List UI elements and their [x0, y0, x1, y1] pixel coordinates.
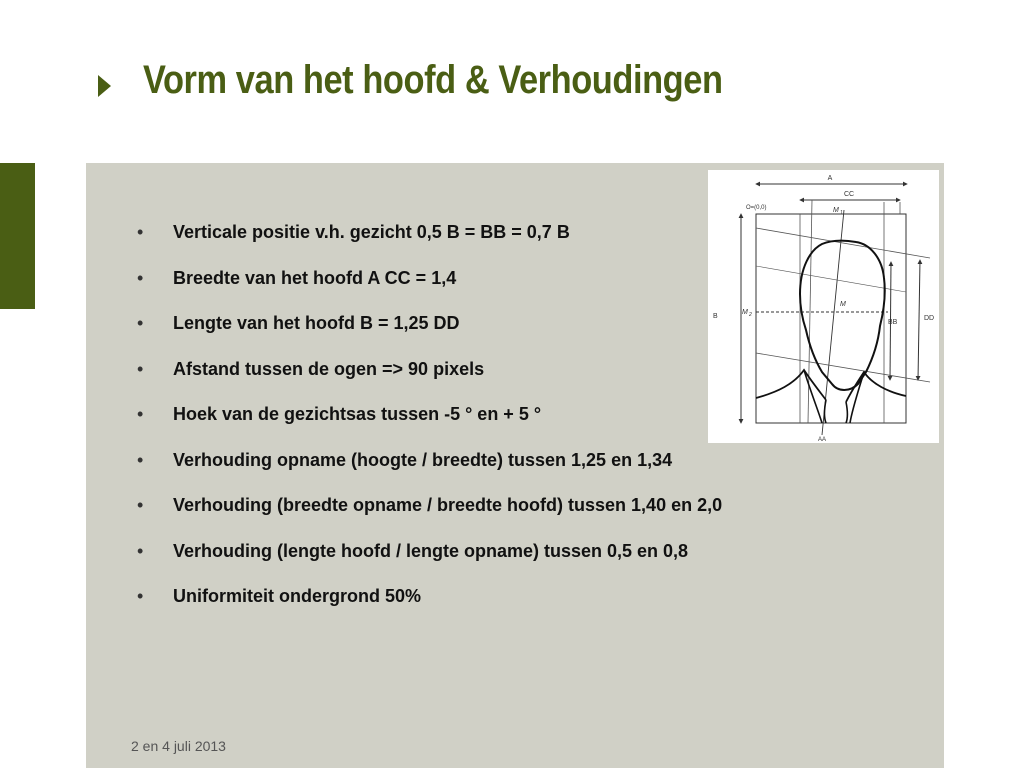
- guide-line: [756, 228, 930, 258]
- bullet-text: Hoek van de gezichtsas tussen -5 ° en + 5 °: [173, 404, 542, 424]
- head-proportions-diagram: [708, 170, 939, 443]
- bullet-item: [137, 538, 897, 584]
- label-aa: AA: [817, 437, 827, 443]
- label-m1: M: [833, 207, 839, 214]
- bullet-text: Uniformiteit ondergrond 50%: [173, 586, 422, 606]
- bullet-dot: •: [137, 586, 144, 606]
- bullet-dot: •: [137, 449, 144, 470]
- bullet-text: Breedte van het hoofd A CC = 1,4: [173, 267, 457, 288]
- bullet-text: Verhouding (breedte opname / breedte hoofd) tussen 1,40 en 2,0: [173, 495, 723, 515]
- footer-date: 2 en 4 juli 2013: [131, 738, 226, 754]
- head-diagram-svg: [708, 170, 939, 443]
- dimension-dd-line: [918, 260, 920, 380]
- collar-lines: [825, 400, 848, 423]
- label-m: M: [840, 301, 846, 308]
- label-m2-sub: 2: [749, 312, 752, 318]
- bullet-text: Verticale positie v.h. gezicht 0,5 B = BB = 0,7 B: [173, 222, 570, 242]
- bullet-dot: •: [137, 313, 144, 333]
- triangle-bullet-icon: [98, 75, 111, 97]
- label-m1-sub: 1: [840, 210, 843, 216]
- bullet-text: Afstand tussen de ogen => 90 pixels: [173, 358, 485, 379]
- slide-title: Vorm van het hoofd & Verhoudingen: [143, 58, 723, 102]
- bullet-text: Verhouding (lengte hoofd / lengte opname) tussen 0,5 en 0,8: [173, 540, 689, 561]
- neck-left: [804, 370, 822, 423]
- label-a: A: [827, 175, 833, 182]
- guide-line: [756, 353, 930, 382]
- neck-right: [850, 372, 864, 423]
- label-m2: M: [742, 309, 748, 316]
- bullet-text: Verhouding opname (hoogte / breedte) tussen 1,25 en 1,34: [173, 449, 673, 470]
- label-origin: O=(0,0): [746, 205, 767, 211]
- bullet-item: [137, 447, 897, 493]
- photo-frame: [756, 214, 906, 423]
- label-b: B: [713, 313, 718, 320]
- bullet-dot: •: [137, 222, 144, 242]
- bullet-dot: •: [137, 404, 144, 424]
- side-accent-bar: [0, 163, 35, 309]
- label-cc: CC: [843, 191, 855, 198]
- bullet-dot: •: [137, 267, 144, 288]
- bullet-item: [137, 583, 897, 629]
- bullet-item: [137, 492, 897, 538]
- bullet-dot: •: [137, 495, 144, 515]
- bullet-text: Lengte van het hoofd B = 1,25 DD: [173, 313, 460, 333]
- bullet-dot: •: [137, 540, 144, 561]
- label-bb: BB: [888, 319, 898, 326]
- shoulder-left: [756, 370, 826, 400]
- label-dd: DD: [924, 315, 935, 322]
- bullet-dot: •: [137, 358, 144, 379]
